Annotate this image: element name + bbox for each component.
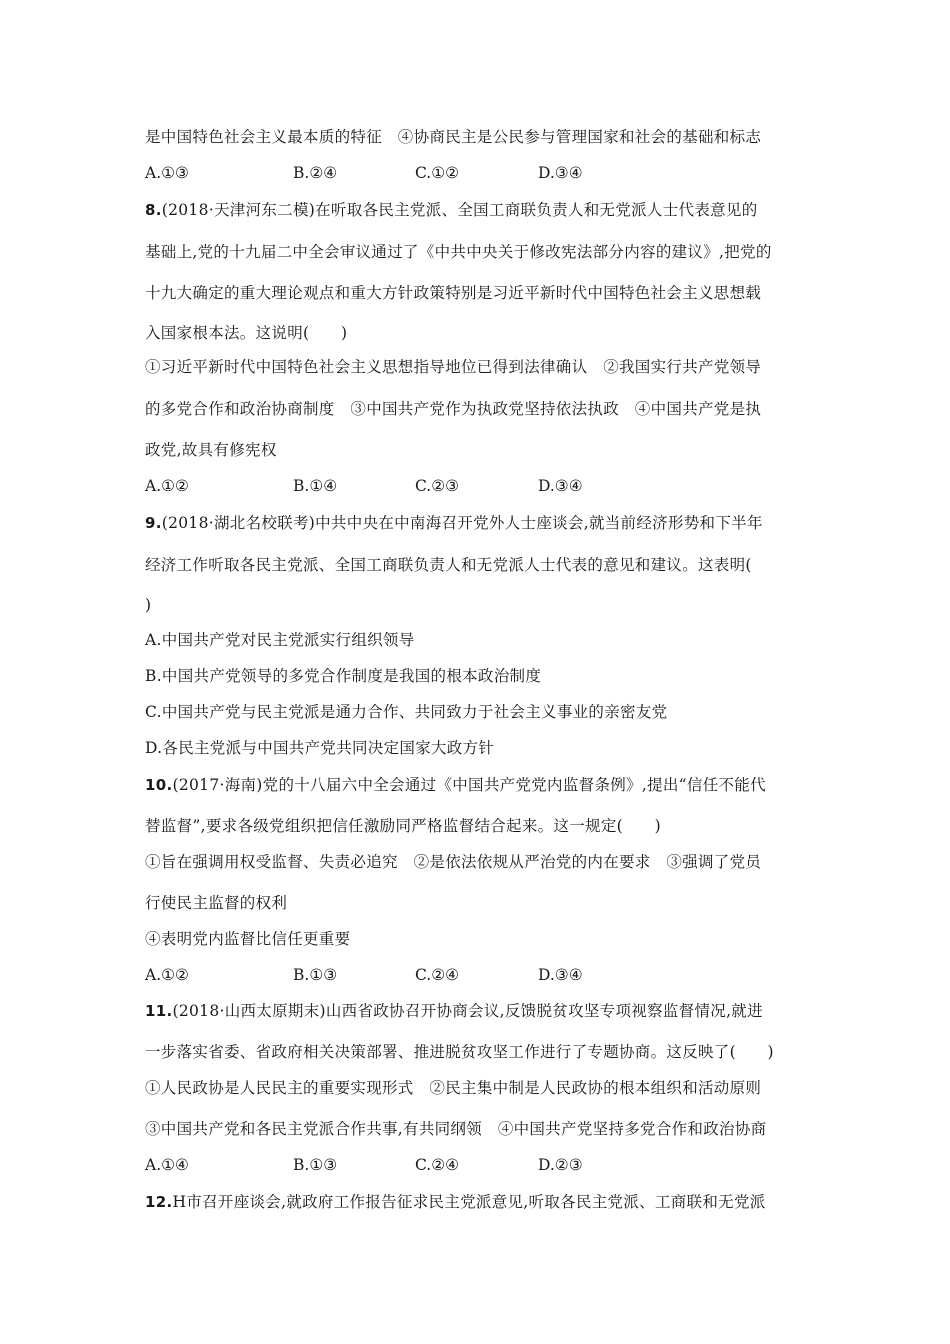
option-d: D.②③ (538, 1156, 583, 1174)
question-9-option-a: A.中国共产党对民主党派实行组织领导 (145, 631, 415, 649)
question-11-line-2: 一步落实省委、省政府相关决策部署、推进脱贫攻坚工作进行了专题协商。这反映了( ) (145, 1043, 774, 1061)
question-10-options (145, 965, 665, 985)
question-8-options (145, 476, 665, 496)
question-10-line-1: 10.(2017·海南)党的十八届六中全会通过《中国共产党党内监督条例》,提出“信任不能代 (145, 776, 766, 794)
option-b: B.①④ (293, 477, 338, 495)
question-9-option-b: B.中国共产党领导的多党合作制度是我国的根本政治制度 (145, 667, 542, 685)
option-d: D.③④ (538, 966, 583, 984)
question-10-line-2: 替监督”,要求各级党组织把信任激励同严格监督结合起来。这一规定( ) (145, 817, 661, 835)
question-8-line-3: 十九大确定的重大理论观点和重大方针政策特别是习近平新时代中国特色社会主义思想载 (145, 284, 762, 302)
option-c: C.①② (415, 164, 460, 182)
question-9-line-2: 经济工作听取各民主党派、全国工商联负责人和无党派人士代表的意见和建议。这表明( (145, 556, 752, 574)
option-b: B.②④ (293, 164, 338, 182)
question-11-options (145, 1155, 665, 1175)
question-number: 12. (145, 1193, 173, 1211)
option-c: C.②④ (415, 1156, 460, 1174)
question-number: 9. (145, 514, 162, 532)
question-12-line-1: 12.H市召开座谈会,就政府工作报告征求民主党派意见,听取各民主党派、工商联和无党派 (145, 1193, 766, 1211)
carry-options (145, 163, 665, 183)
option-c: C.②④ (415, 966, 460, 984)
question-number: 11. (145, 1002, 173, 1020)
question-number: 8. (145, 201, 162, 219)
option-d: D.③④ (538, 477, 583, 495)
question-10-line-4: 行使民主监督的权利 (145, 894, 288, 912)
question-8-line-1: 8.(2018·天津河东二模)在听取各民主党派、全国工商联负责人和无党派人士代表意见的 (145, 201, 758, 219)
question-8-line-7: 政党,故具有修宪权 (145, 441, 277, 459)
carry-line: 是中国特色社会主义最本质的特征 ④协商民主是公民参与管理国家和社会的基础和标志 (145, 128, 762, 146)
question-9-option-d: D.各民主党派与中国共产党共同决定国家大政方针 (145, 739, 495, 757)
option-a: A.①④ (145, 1156, 189, 1174)
question-9-option-c: C.中国共产党与民主党派是通力合作、共同致力于社会主义事业的亲密友党 (145, 703, 668, 721)
option-a: A.①② (145, 477, 189, 495)
option-c: C.②③ (415, 477, 460, 495)
question-10-line-3: ①旨在强调用权受监督、失责必追究 ②是依法依规从严治党的内在要求 ③强调了党员 (145, 853, 762, 871)
question-8-line-4: 入国家根本法。这说明( ) (145, 324, 348, 342)
option-d: D.③④ (538, 164, 583, 182)
question-number: 10. (145, 776, 173, 794)
question-9-line-3: ) (145, 596, 152, 614)
option-b: B.①③ (293, 1156, 338, 1174)
question-11-line-4: ③中国共产党和各民主党派合作共事,有共同纲领 ④中国共产党坚持多党合作和政治协商 (145, 1120, 767, 1138)
option-a: A.①② (145, 966, 189, 984)
option-b: B.①③ (293, 966, 338, 984)
question-9-line-1: 9.(2018·湖北名校联考)中共中央在中南海召开党外人士座谈会,就当前经济形势和下半年 (145, 514, 763, 532)
question-8-line-2: 基础上,党的十九届二中全会审议通过了《中共中央关于修改宪法部分内容的建议》,把党的 (145, 243, 772, 261)
question-11-line-1: 11.(2018·山西太原期末)山西省政协召开协商会议,反馈脱贫攻坚专项视察监督情况,就进 (145, 1002, 763, 1020)
question-11-line-3: ①人民政协是人民民主的重要实现形式 ②民主集中制是人民政协的根本组织和活动原则 (145, 1079, 762, 1097)
option-a: A.①③ (145, 164, 189, 182)
question-8-line-5: ①习近平新时代中国特色社会主义思想指导地位已得到法律确认 ②我国实行共产党领导 (145, 358, 762, 376)
question-8-line-6: 的多党合作和政治协商制度 ③中国共产党作为执政党坚持依法执政 ④中国共产党是执 (145, 400, 762, 418)
question-10-line-5: ④表明党内监督比信任更重要 (145, 930, 351, 948)
